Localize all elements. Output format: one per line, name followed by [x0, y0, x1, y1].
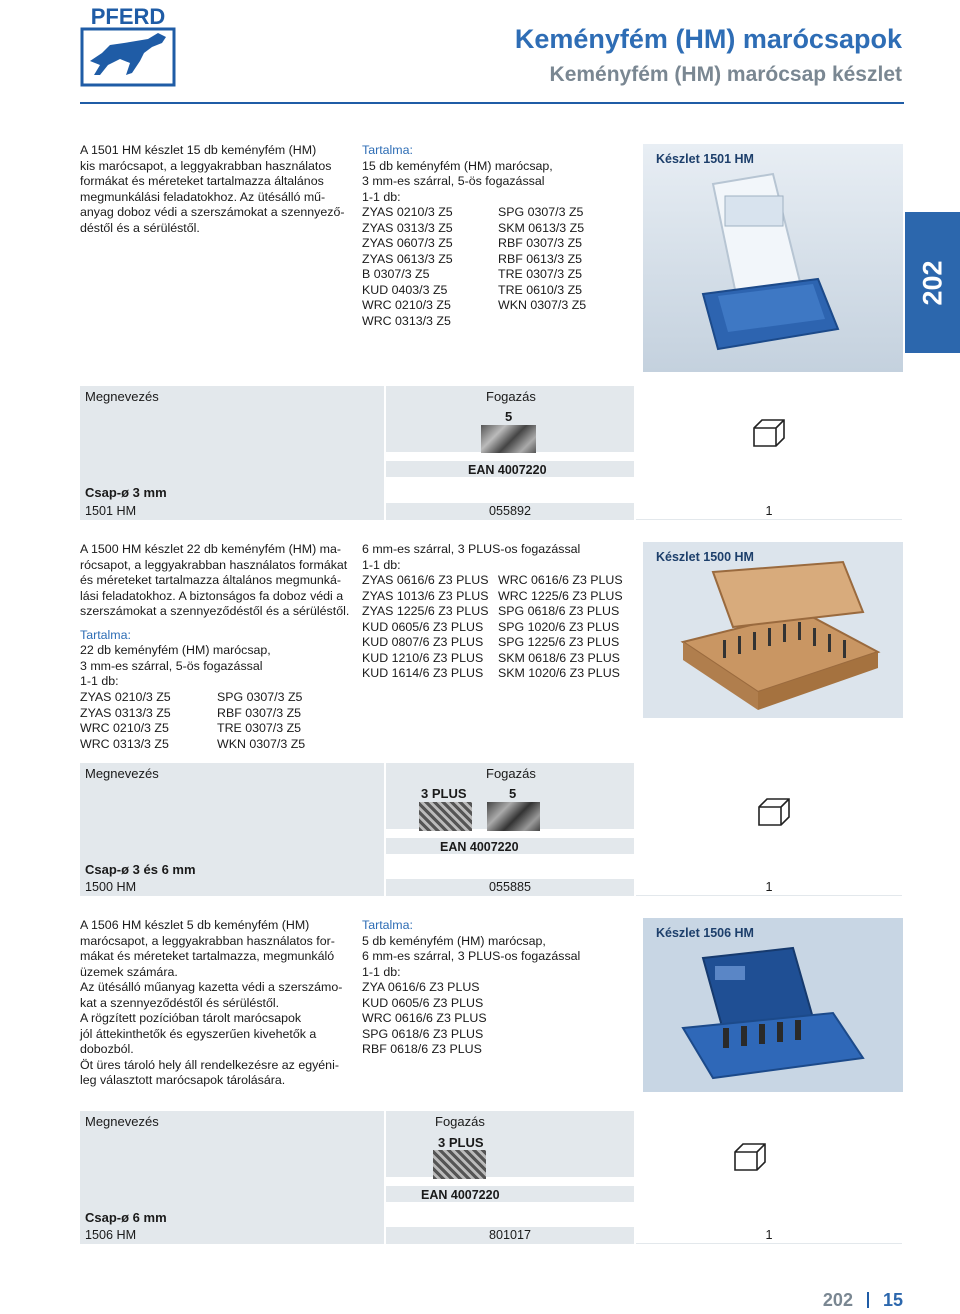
product-qty: 1 [765, 504, 773, 518]
text-line: dobozból. [80, 1042, 134, 1056]
sec3-intro [80, 918, 342, 1089]
text-line: és méreteket tartalmazza általános megmunká- [80, 573, 342, 587]
list-item: ZYAS 0210/3 Z5 [80, 690, 171, 704]
list-item: WRC 1225/6 Z3 PLUS [498, 588, 623, 603]
teeth-swatch [481, 425, 536, 453]
list-item: ZYAS 1225/6 Z3 PLUS [362, 604, 489, 618]
sec2-mid-head [362, 542, 580, 573]
text-line: A 1506 HM készlet 5 db keményfém (HM) [80, 918, 310, 932]
pferd-logo [80, 3, 176, 87]
col-header-teeth: Fogazás [486, 766, 536, 781]
contents-label: Tartalma: [362, 918, 413, 932]
list-item: WRC 0210/3 Z5 [362, 298, 451, 312]
list-item: SPG 0307/3 Z5 [217, 690, 303, 704]
list-item: SKM 0613/3 Z5 [498, 220, 585, 235]
list-item: TRE 0307/3 Z5 [217, 721, 302, 735]
col-header-name: Megnevezés [85, 1114, 159, 1129]
text-line: anyag doboz védi a szerszámokat a szennyező- [80, 205, 345, 219]
image-caption: Készlet 1506 HM [656, 926, 754, 940]
col-header-name: Megnevezés [85, 766, 159, 781]
list-item: ZYAS 0210/3 Z5 [362, 205, 453, 219]
footer-divider [867, 1292, 869, 1308]
teeth-swatch [487, 802, 540, 831]
sec1-intro [80, 143, 344, 236]
text-line: 5 db keményfém (HM) marócsap, [362, 933, 546, 948]
text-line: A 1500 HM készlet 22 db keményfém (HM) ma- [80, 542, 341, 556]
shank-label: Csap-ø 3 mm [85, 485, 167, 500]
sec2-intro [80, 542, 349, 690]
product-name: 1506 HM [85, 1228, 137, 1242]
teeth-swatch [433, 1150, 486, 1179]
list-item: ZYAS 0607/3 Z5 [362, 236, 453, 250]
teeth-label: 5 [509, 786, 517, 801]
col-header-name: Megnevezés [85, 389, 159, 404]
text-line: déstől és a sérüléstől. [80, 220, 200, 235]
sec2-items-a [80, 690, 171, 752]
sec2-mid-a [362, 573, 489, 682]
product-name: 1501 HM [85, 504, 137, 518]
image-caption: Készlet 1501 HM [656, 152, 754, 166]
package-icon [752, 418, 786, 453]
product-code: 801017 [488, 1228, 532, 1242]
sec2-mid-b [498, 573, 623, 682]
product-image-1500 [643, 542, 903, 718]
list-item: RBF 0618/6 Z3 PLUS [362, 1042, 482, 1056]
package-icon [733, 1142, 767, 1177]
product-qty: 1 [765, 880, 773, 894]
text-line: Az ütésálló műanyag kazetta védi a szerszámo- [80, 980, 343, 994]
table-row [80, 1227, 902, 1244]
list-item: RBF 0307/3 Z5 [498, 236, 583, 250]
text-line: rócsapot, a leggyakrabban használatos formákat [80, 557, 348, 572]
list-item: ZYAS 0313/3 Z5 [80, 705, 171, 720]
sec1-items-b [498, 205, 586, 314]
list-item: WKN 0307/3 Z5 [217, 736, 306, 751]
list-item: RBF 0613/3 Z5 [498, 251, 583, 266]
product-qty: 1 [765, 1228, 773, 1242]
shank-label: Csap-ø 6 mm [85, 1210, 167, 1225]
teeth-label: 3 PLUS [421, 786, 467, 801]
page-title: Keményfém (HM) marócsapok [514, 24, 902, 54]
list-item: KUD 1210/6 Z3 PLUS [362, 650, 484, 665]
footer-chapter: 202 [822, 1290, 853, 1310]
list-item: RBF 0307/3 Z5 [217, 705, 302, 720]
table3-teeth-cell [386, 1111, 634, 1177]
product-code: 055885 [488, 880, 532, 894]
table-row [80, 879, 902, 896]
text-line: Öt üres tároló hely áll rendelkezésre az egyéni- [80, 1057, 339, 1072]
contents-label: Tartalma: [362, 143, 413, 157]
text-line: jól áttekinthetők és egyszerűen kivehetők a [80, 1026, 317, 1041]
list-item: SKM 0618/6 Z3 PLUS [498, 650, 620, 665]
list-item: ZYA 0616/6 Z3 PLUS [362, 980, 480, 994]
text-line: 15 db keményfém (HM) marócsap, [362, 158, 553, 173]
list-item: ZYAS 0616/6 Z3 PLUS [362, 573, 489, 587]
ean-label: EAN 4007220 [440, 840, 519, 854]
text-line: üzemek számára. [80, 964, 178, 979]
list-item: KUD 0605/6 Z3 PLUS [362, 619, 484, 634]
col-header-teeth: Fogazás [486, 389, 536, 404]
list-item: SPG 0618/6 Z3 PLUS [362, 1026, 484, 1041]
text-line: 6 mm-es szárral, 3 PLUS-os fogazással [362, 949, 581, 963]
text-line: leg választott marócsapok tárolására. [80, 1073, 286, 1087]
list-item: KUD 1614/6 Z3 PLUS [362, 666, 484, 680]
teeth-label: 5 [505, 409, 513, 424]
text-line: formákat és méreteket tartalmazza általános [80, 174, 324, 188]
image-caption: Készlet 1500 HM [656, 550, 754, 564]
text-line: marócsapot, a leggyakrabban használatos for- [80, 933, 335, 948]
list-item: WRC 0313/3 Z5 [362, 313, 451, 328]
text-line: A 1501 HM készlet 15 db keményfém (HM) [80, 143, 317, 157]
chapter-tab-label: 202 [917, 259, 947, 306]
list-item: SPG 0618/6 Z3 PLUS [498, 604, 620, 618]
sec2-items-b [217, 690, 305, 752]
text-line: 3 mm-es szárral, 5-ös fogazással [362, 174, 545, 188]
text-line: kat a szennyeződéstől és sérüléstől. [80, 995, 280, 1010]
text-line: megmunkálási feladatokhoz. Az ütésálló mű- [80, 189, 326, 204]
product-image-1506 [643, 918, 903, 1092]
text-line: 1-1 db: [362, 189, 401, 204]
sec3-contents [362, 918, 580, 1058]
text-line: 22 db keményfém (HM) marócsap, [80, 643, 271, 657]
text-line: szerszámokat a szennyeződéstől és a sérüléstől. [80, 604, 350, 618]
list-item: ZYAS 0613/3 Z5 [362, 251, 453, 266]
ean-label: EAN 4007220 [421, 1188, 500, 1202]
list-item: TRE 0610/3 Z5 [498, 282, 583, 297]
text-line: 6 mm-es szárral, 3 PLUS-os fogazással [362, 542, 581, 556]
package-icon [757, 797, 791, 832]
page-subtitle: Keményfém (HM) marócsap készlet [549, 63, 902, 86]
list-item: ZYAS 0313/3 Z5 [362, 220, 453, 235]
text-line: mákat és méreteket tartalmazza, megmunkáló [80, 949, 335, 963]
list-item: KUD 0807/6 Z3 PLUS [362, 635, 484, 649]
list-item: WRC 0616/6 Z3 PLUS [362, 1011, 487, 1025]
page-number: 15 [882, 1290, 903, 1310]
list-item: KUD 0605/6 Z3 PLUS [362, 995, 484, 1010]
list-item: TRE 0307/3 Z5 [498, 267, 583, 281]
page-footer [823, 1290, 903, 1311]
text-line: kis marócsapot, a leggyakrabban használatos [80, 158, 332, 173]
shank-label: Csap-ø 3 és 6 mm [85, 862, 196, 877]
text-line: 1-1 db: [80, 674, 119, 688]
list-item: WRC 0616/6 Z3 PLUS [498, 573, 623, 587]
header-divider [80, 102, 904, 104]
product-image-1501 [643, 144, 903, 372]
pferd-logo-text: PFERD [90, 4, 166, 29]
list-item: ZYAS 1013/6 Z3 PLUS [362, 588, 489, 603]
list-item: WKN 0307/3 Z5 [498, 298, 587, 312]
teeth-label: 3 PLUS [438, 1135, 484, 1150]
text-line: 3 mm-es szárral, 5-ös fogazással [80, 658, 263, 673]
contents-label: Tartalma: [80, 627, 131, 642]
text-line: 1-1 db: [362, 964, 401, 979]
list-item: SPG 0307/3 Z5 [498, 205, 584, 219]
text-line: lási feladatokhoz. A biztonságos fa doboz védi a [80, 588, 344, 603]
col-header-teeth: Fogazás [435, 1114, 485, 1129]
list-item: B 0307/3 Z5 [362, 267, 430, 281]
teeth-swatch [419, 802, 472, 831]
list-item: SPG 1020/6 Z3 PLUS [498, 619, 620, 634]
sec1-items-a [362, 205, 453, 329]
product-name: 1500 HM [85, 880, 137, 894]
list-item: KUD 0403/3 Z5 [362, 282, 448, 297]
list-item: WRC 0313/3 Z5 [80, 736, 169, 751]
table-row [80, 503, 902, 520]
ean-label: EAN 4007220 [468, 463, 547, 477]
list-item: WRC 0210/3 Z5 [80, 721, 169, 735]
text-line: A rögzített pozícióban tárolt marócsapok [80, 1011, 302, 1025]
sec1-contents [362, 143, 553, 205]
list-item: SKM 1020/6 Z3 PLUS [498, 666, 620, 680]
text-line: 1-1 db: [362, 557, 401, 572]
list-item: SPG 1225/6 Z3 PLUS [498, 635, 620, 649]
chapter-tab [905, 212, 960, 353]
product-code: 055892 [488, 504, 532, 518]
